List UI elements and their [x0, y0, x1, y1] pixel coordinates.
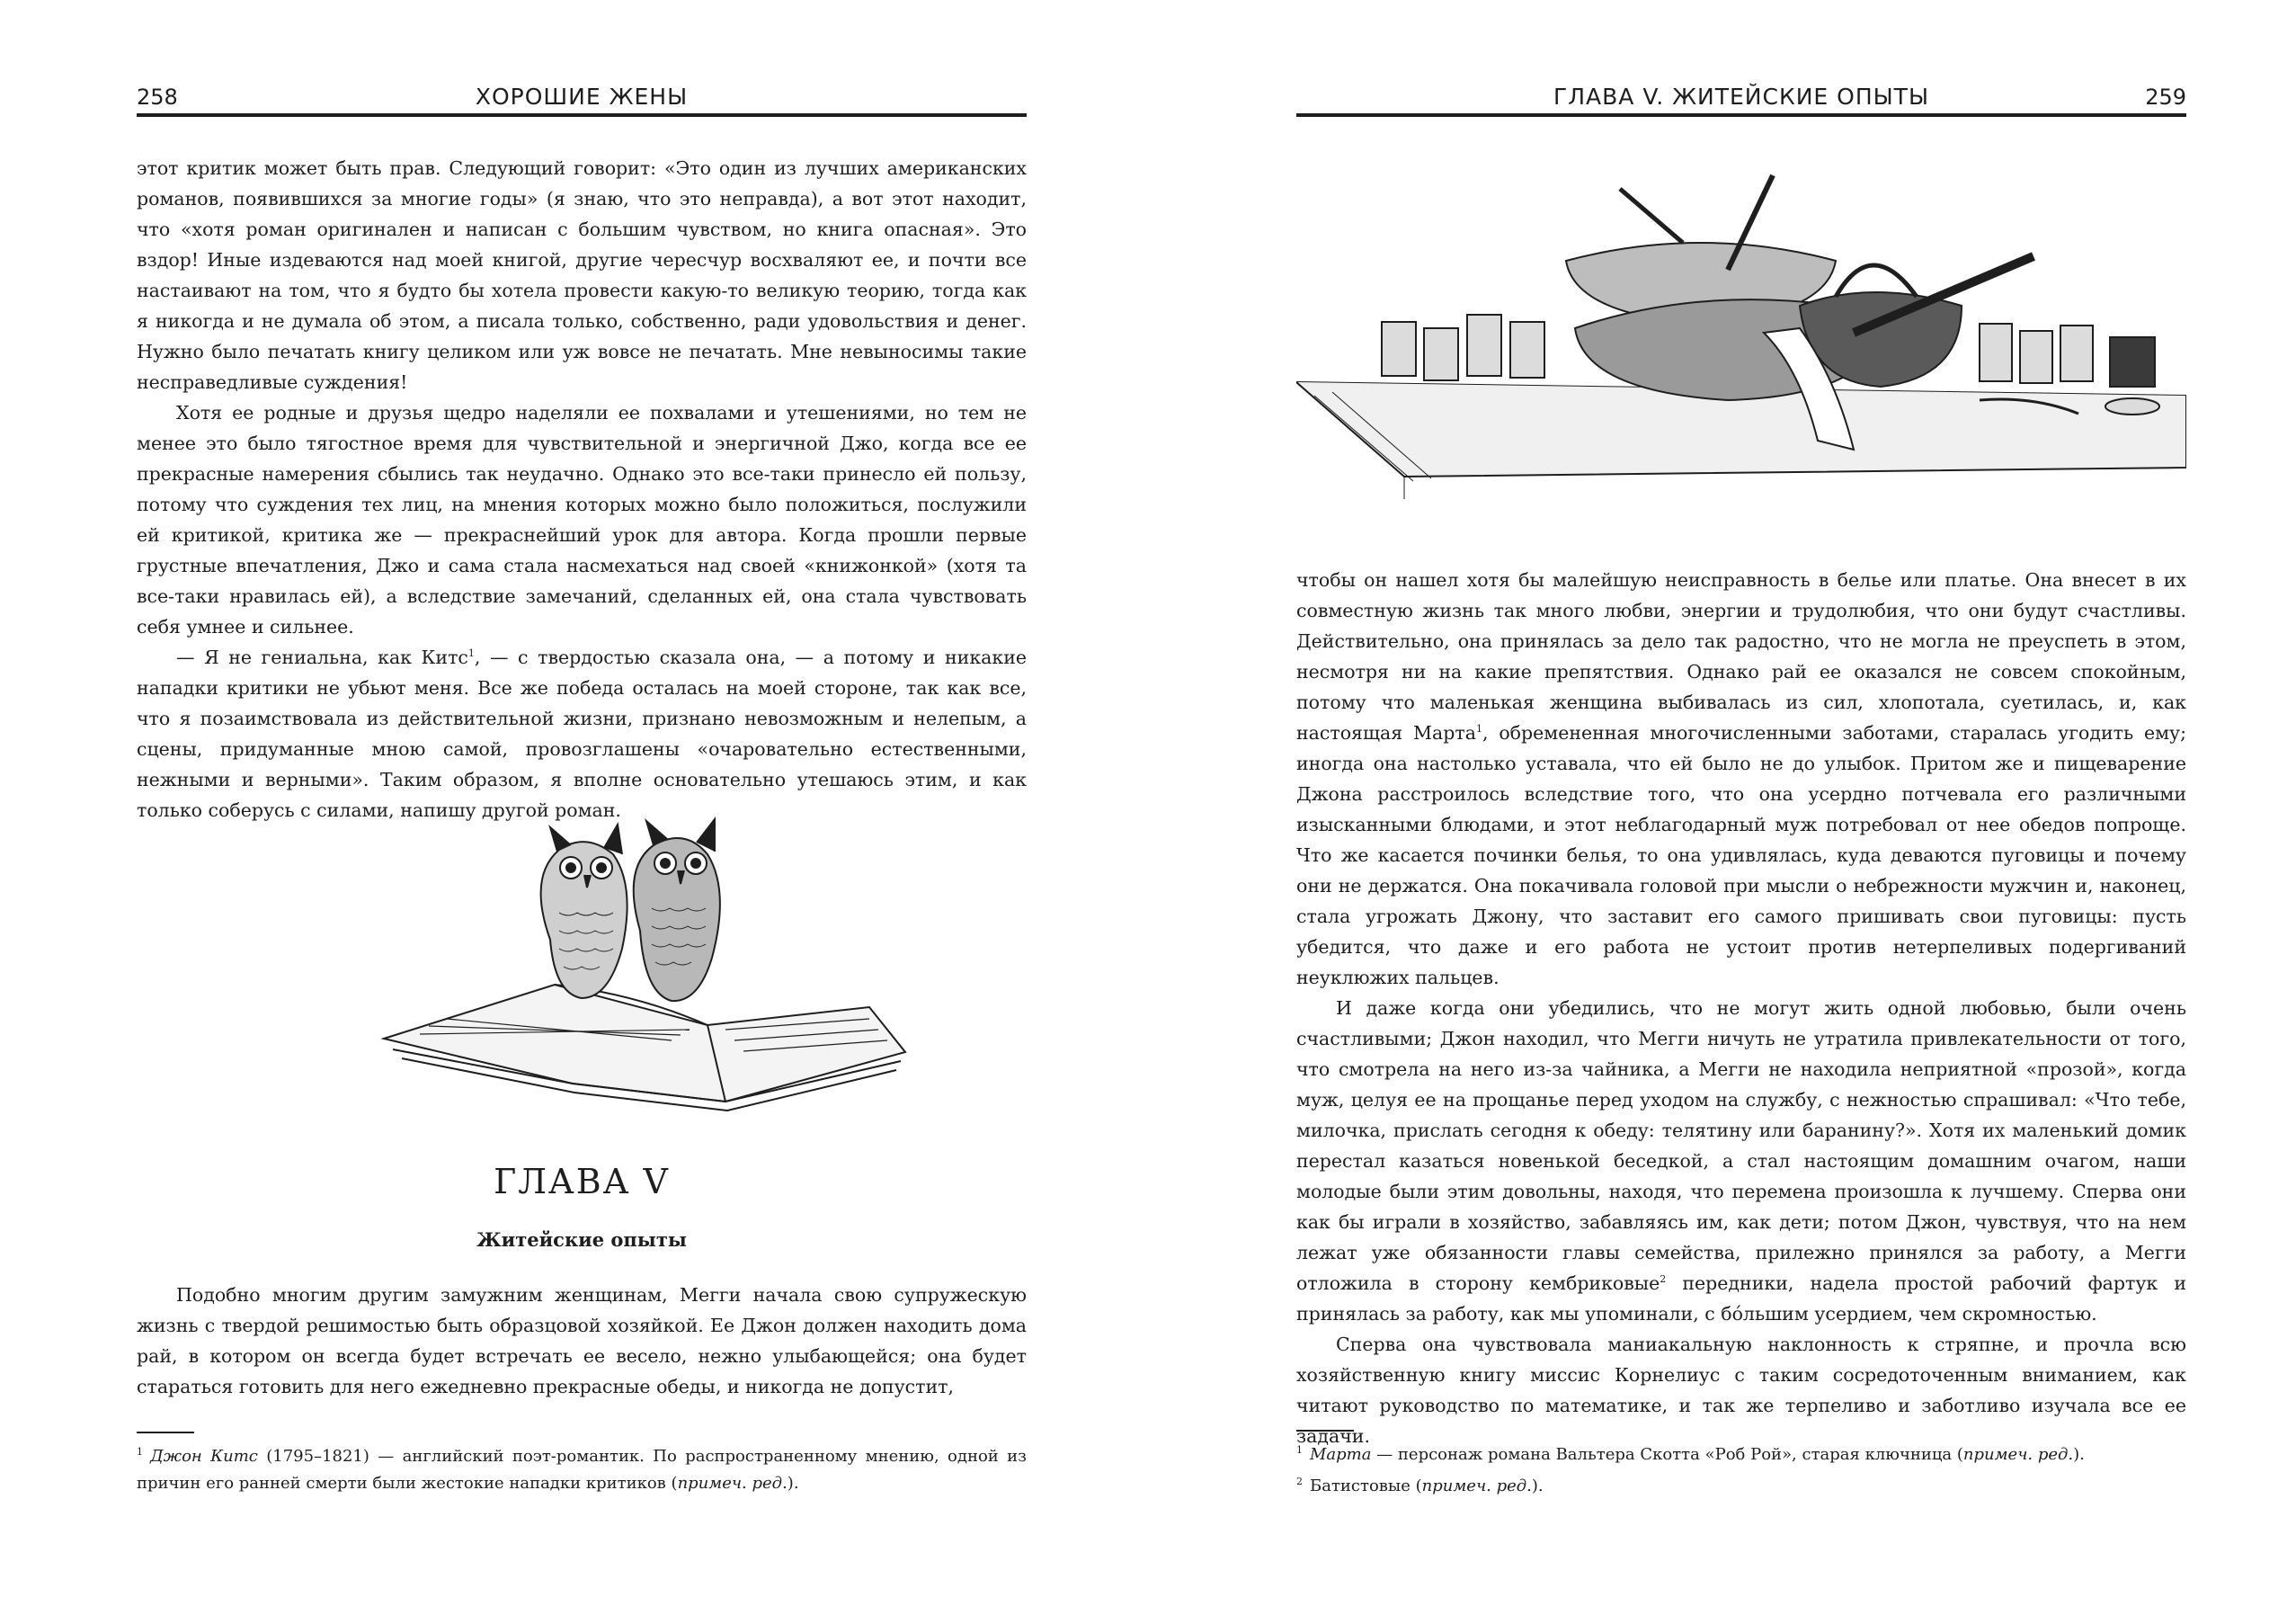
chapter-heading: ГЛАВА V: [494, 1162, 670, 1201]
footnotes-right: [1296, 1430, 2186, 1500]
footnote-rule: [1296, 1430, 1354, 1432]
footnote-close: ).: [1531, 1477, 1544, 1495]
body-text-chapter: [137, 1280, 1027, 1402]
footnote-ref: 2: [1660, 1273, 1667, 1286]
paragraph-part: , обремененная многочисленными заботами, старалась угодить ему; иногда она настолько уставала, что ей было не до улыбок. Притом же и пищеварение Джона расстроилось вследствие того, что она усердно потчевала его различными изысканными блюдами, и этот неблагодарный муж потребовал от нее обедов попроще. Что же касается починки белья, то она удивлялась, куда деваются пуговицы и почему они не держатся. Она покачивала головой при мысли о небрежности мужчин и, наконец, стала угрожать Джону, что заставит его самого пришивать свои пуговицы: пусть убедится, что даже и его работа не устоит против нетерпеливых подергиваний неуклюжих пальцев.: [1296, 722, 2186, 988]
paragraph-part: передники, надела простой рабочий фартук и принялась за работу, как мы упоминали, с бóльшим усердием, чем скромностью.: [1296, 1272, 2187, 1325]
paragraph: [1296, 565, 2186, 993]
footnotes-left: [137, 1432, 1027, 1497]
chapter-subtitle: Житейские опыты: [476, 1228, 687, 1251]
footnote-number: 1: [1296, 1444, 1303, 1456]
footnote: [1296, 1437, 2186, 1468]
paragraph-dialogue: [137, 642, 1027, 825]
left-page: [137, 0, 1027, 1624]
paragraph: [1296, 993, 2186, 1329]
running-head-left: [137, 74, 1027, 117]
kitchenware-illustration: [1296, 171, 2186, 499]
footnote-ref: 1: [1475, 723, 1482, 736]
footnote-note: примеч. ред.: [1421, 1477, 1532, 1495]
footnote-close: ).: [2073, 1445, 2085, 1464]
page-number: 258: [137, 85, 178, 110]
right-page: [1296, 0, 2186, 1624]
footnote-ref: 1: [467, 647, 475, 660]
running-head-title: ГЛАВА V. ЖИТЕЙСКИЕ ОПЫТЫ: [1553, 84, 1930, 110]
owls-illustration: [366, 814, 923, 1115]
footnote-note: примеч. ред.: [677, 1474, 788, 1493]
footnote-text: Батистовые (: [1310, 1477, 1422, 1495]
footnote-name: Марта: [1310, 1445, 1372, 1464]
paragraph: этот критик может быть прав. Следующий говорит: «Это один из лучших американских романов, появившихся за многие годы» (я знаю, что это неправда), а вот этот находит, что «хотя роман оригинален и написан с большим чувством, но книга опасная». Это вздор! Иные издеваются над моей книгой, другие чересчур восхваляют ее, и почти все настаивают на том, что я будто бы хотела провести какую-то великую теорию, тогда как я никогда и не думала об этом, а писала только, собственно, ради удовольствия и денег. Нужно было печатать книгу целиком или уж вовсе не печатать. Мне невыносимы такие несправедливые суждения!: [137, 157, 1027, 393]
footnote-text: — персонаж романа Вальтера Скотта «Роб Рой», старая ключница (: [1371, 1445, 1963, 1464]
paragraph: Хотя ее родные и друзья щедро наделяли ее похвалами и утешениями, но тем не менее это было тягостное время для чувствительной и энергичной Джо, когда все ее прекрасные намерения сбылись так неудачно. Однако это все-таки принесло ей пользу, потому что суждения тех лиц, на мнения которых можно было положиться, послужили ей критикой, критика же — прекраснейший урок для автора. Когда прошли первые грустные впечатления, Джо и сама стала насмехаться над своей «книжонкой» (хотя та все-таки нравилась ей), а вследствие замечаний, сделанных ей, она стала чувствовать себя умнее и сильнее.: [137, 402, 1027, 638]
page-number: 259: [2145, 85, 2186, 110]
footnote-note: примеч. ред.: [1962, 1445, 2074, 1464]
dialogue-start: — Я не гениальна, как Китс: [176, 647, 468, 668]
footnote-name: Джон Китс: [150, 1447, 258, 1466]
running-head-right: [1296, 74, 2186, 117]
footnote-number: 1: [137, 1446, 143, 1458]
paragraph-part: чтобы он нашел хотя бы малейшую неисправность в белье или платье. Она внесет в их совместную жизнь так много любви, энергии и трудолюбия, что они будут счастливы. Действительно, она принялась за дело так радостно, что не могла не преуспеть в этом, несмотря ни на какие препятствия. Однако рай ее оказался не совсем спокойным, потому что маленькая женщина выбивалась из сил, хлопотала, суетилась, и, как настоящая Марта: [1296, 569, 2186, 744]
dialogue-rest: , — с твердостью сказала она, — а потому и никакие нападки критики не убьют меня. Все же победа осталась на моей стороне, так как все, что я позаимствовала из действительной жизни, признано невозможным и нелепым, а сцены, придуманные мною самой, провозглашены «очаровательно естественными, нежными и верными». Таким образом, я вполне основательно утешаюсь этим, и как только соберусь с силами, напишу другой роман.: [137, 647, 1027, 821]
paragraph: Подобно многим другим замужним женщинам, Мегги начала свою супружескую жизнь с твердой решимостью быть образцовой хозяйкой. Ее Джон должен находить дома рай, в котором он всегда будет встречать ее весело, нежно улыбающейся; она будет стараться готовить для него ежедневно прекрасные обеды, и никогда не допустит,: [137, 1284, 1027, 1397]
footnote-text: (1795–1821) — английский поэт-романтик. По распространенному мнению, одной из причин его ранней смерти были жестокие нападки критиков (: [137, 1447, 1027, 1493]
body-text: [1296, 565, 2186, 1451]
paragraph-part: И даже когда они убедились, что не могут жить одной любовью, были очень счастливыми; Джон находил, что Мегги ничуть не утратила привлекательности от того, что смотрела на него из-за чайника, а Мегги не находила неприятной «прозой», когда муж, целуя ее на прощанье перед уходом на службу, с нежностью спрашивал: «Что тебе, милочка, прислать сегодня к обеду: телятину или баранину?». Хотя их маленький домик перестал казаться новенькой беседкой, а стал настоящим домашним очагом, наши молодые были этим довольны, находя, что перемена произошла к лучшему. Сперва они как бы играли в хозяйство, забавляясь им, как дети; потом Джон, чувствуя, что на нем лежат уже обязанности главы семейства, прилежно принялся за работу, а Мегги отложила в сторону кембриковые: [1296, 997, 2186, 1294]
body-text-top: [137, 153, 1027, 825]
footnote: [1296, 1468, 2186, 1500]
footnote: [137, 1439, 1027, 1497]
running-head-title: ХОРОШИЕ ЖЕНЫ: [475, 84, 689, 110]
footnote-rule: [137, 1432, 194, 1433]
footnote-number: 2: [1296, 1476, 1303, 1487]
paragraph: Сперва она чувствовала маниакальную наклонность к стряпне, и прочла всю хозяйственную книгу миссис Корнелиус с таким сосредоточенным вниманием, как читают руководство по математике, и так же терпеливо и заботливо изучала все ее задачи.: [1296, 1334, 2186, 1447]
footnote-close: ).: [787, 1474, 799, 1493]
